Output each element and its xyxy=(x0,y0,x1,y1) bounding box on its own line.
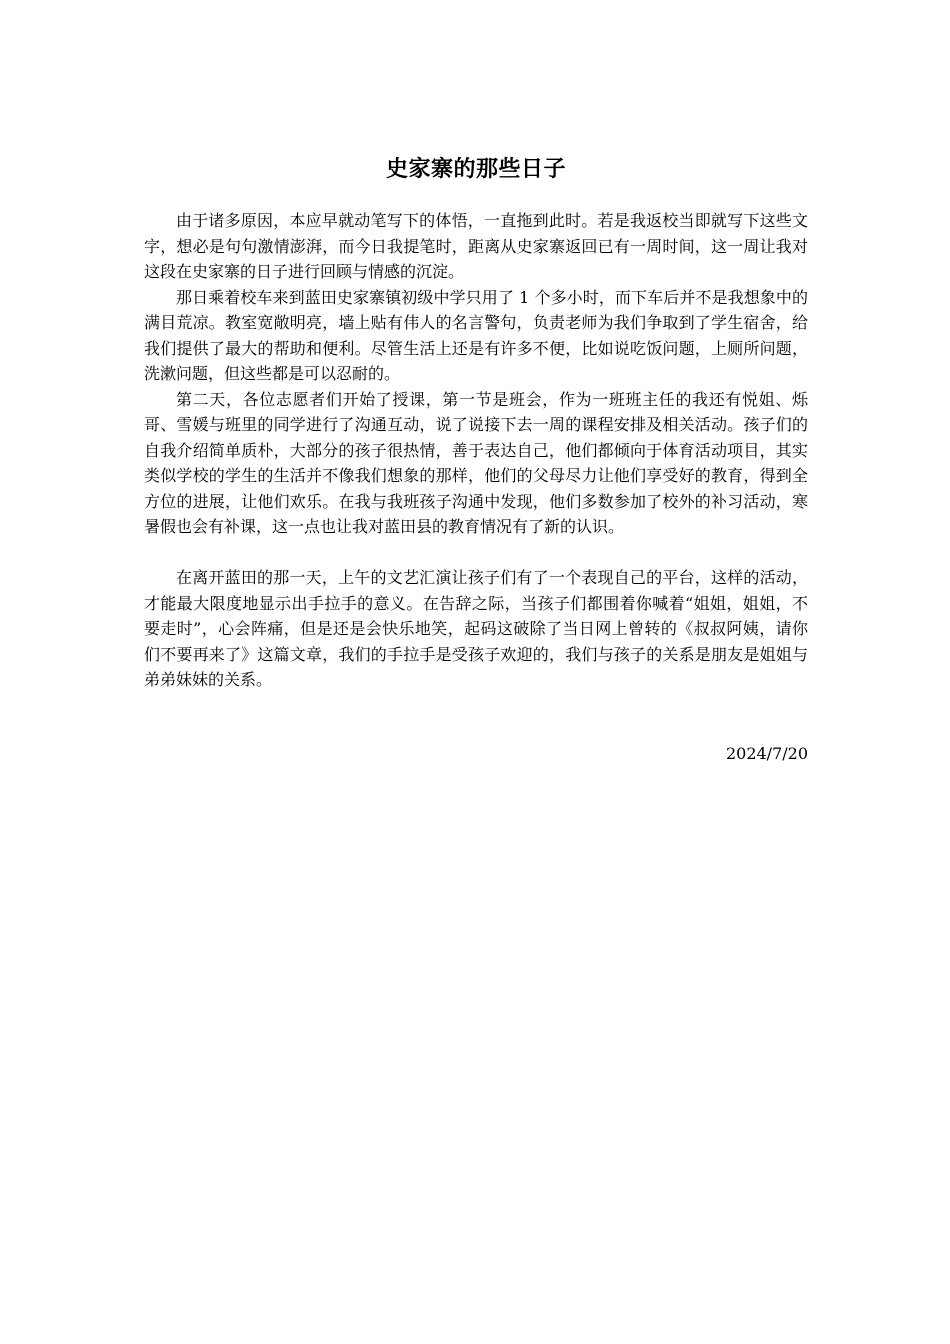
document-body xyxy=(144,150,808,766)
paragraph-spacer xyxy=(144,540,808,566)
paragraph-arrival: 那日乘着校车来到蓝田史家寨镇初级中学只用了 1 个多小时，而下车后并不是我想象中的满目荒凉。教室宽敞明亮，墙上贴有伟人的名言警句，负责老师为我们争取到了学生宿舍，给我们提供了最大的帮助和便利。尽管生活上还是有许多不便，比如说吃饭问题，上厕所问题，洗漱问题，但这些都是可以忍耐的。 xyxy=(144,287,808,383)
paragraph-departure: 在离开蓝田的那一天，上午的文艺汇演让孩子们有了一个表现自己的平台，这样的活动，才能最大限度地显示出手拉手的意义。在告辞之际，当孩子们都围着你喊着“姐姐，姐姐，不要走时”，心会阵痛，但是还是会快乐地笑，起码这破除了当日网上曾转的《叔叔阿姨，请你们不要再来了》这篇文章，我们的手拉手是受孩子欢迎的，我们与孩子的关系是朋友是姐姐与弟弟妹妹的关系。 xyxy=(144,568,808,689)
paragraph-intro: 由于诸多原因，本应早就动笔写下的体悟，一直拖到此时。若是我返校当即就写下这些文字，想必是句句激情澎湃，而今日我提笔时，距离从史家寨返回已有一周时间，这一周让我对这段在史家寨的日子进行回顾与情感的沉淀。 xyxy=(144,211,808,281)
paragraph-teaching: 第二天，各位志愿者们开始了授课，第一节是班会，作为一班班主任的我还有悦姐、烁哥、雪媛与班里的同学进行了沟通互动，说了说接下去一周的课程安排及相关活动。孩子们的自我介绍简单质朴，大部分的孩子很热情，善于表达自己，他们都倾向于体育活动项目，其实类似学校的学生的生活并不像我们想象的那样，他们的父母尽力让他们享受好的教育，得到全方位的进展，让他们欢乐。在我与我班孩子沟通中发现，他们多数参加了校外的补习活动，寒暑假也会有补课，这一点也让我对蓝田县的教育情况有了新的认识。 xyxy=(144,389,808,536)
document-date: 2024/7/20 xyxy=(725,743,808,763)
document-title: 史家寨的那些日子 xyxy=(385,157,566,182)
